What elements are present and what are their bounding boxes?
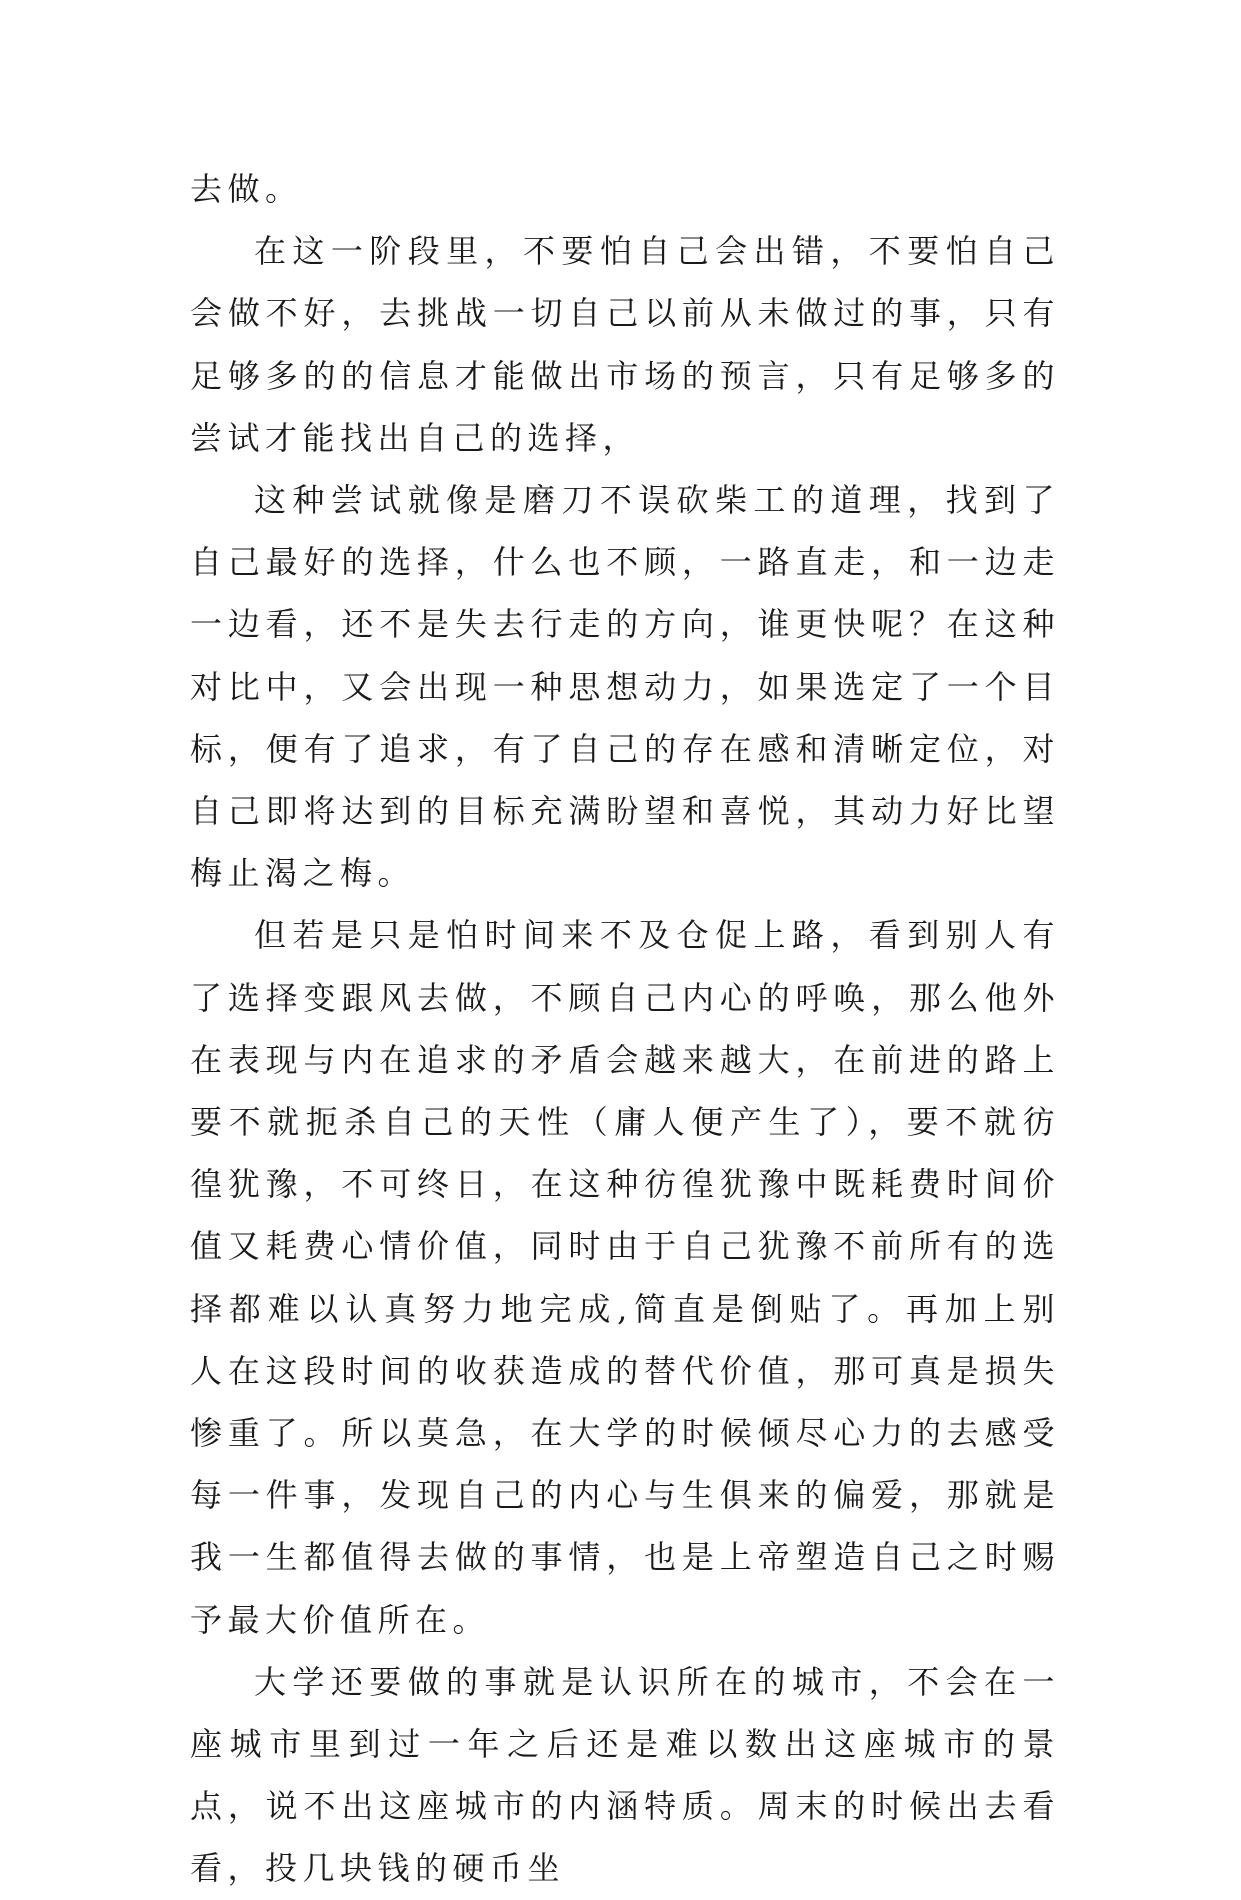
paragraph: 但若是只是怕时间来不及仓促上路，看到别人有了选择变跟风去做，不顾自己内心的呼唤，那么他外在表现与内在追求的矛盾会越来越大，在前进的路上要不就扼杀自己的天性（庸人便产生了），要不就彷徨犹豫，不可终日，在这种彷徨犹豫中既耗费时间价值又耗费心情价值，同时由于自己犹豫不前所有的选择都难以认真努力地完成,简直是倒贴了。再加上别人在这段时间的收获造成的替代价值，那可真是损失惨重了。所以莫急，在大学的时候倾尽心力的去感受每一件事，发现自己的内心与生俱来的偏爱，那就是我一生都值得去做的事情，也是上帝塑造自己之时赐予最大价值所在。 <box>190 916 1060 1639</box>
paragraph: 这种尝试就像是磨刀不误砍柴工的道理，找到了自己最好的选择，什么也不顾，一路直走，和一边走一边看，还不是失去行走的方向，谁更快呢？在这种对比中，又会出现一种思想动力，如果选定了一个目标，便有了追求，有了自己的存在感和清晰定位，对自己即将达到的目标充满盼望和喜悦，其动力好比望梅止渴之梅。 <box>190 481 1060 893</box>
paragraph-continuation: 去做。 <box>190 170 303 208</box>
paragraph: 在这一阶段里，不要怕自己会出错，不要怕自己会做不好，去挑战一切自己以前从未做过的事，只有足够多的的信息才能做出市场的预言，只有足够多的尝试才能找出自己的选择， <box>190 232 1060 457</box>
paragraph: 大学还要做的事就是认识所在的城市，不会在一座城市里到过一年之后还是难以数出这座城市的景点，说不出这座城市的内涵特质。周末的时候出去看看，投几块钱的硬币坐 <box>190 1662 1060 1888</box>
document-body <box>190 158 1060 1900</box>
